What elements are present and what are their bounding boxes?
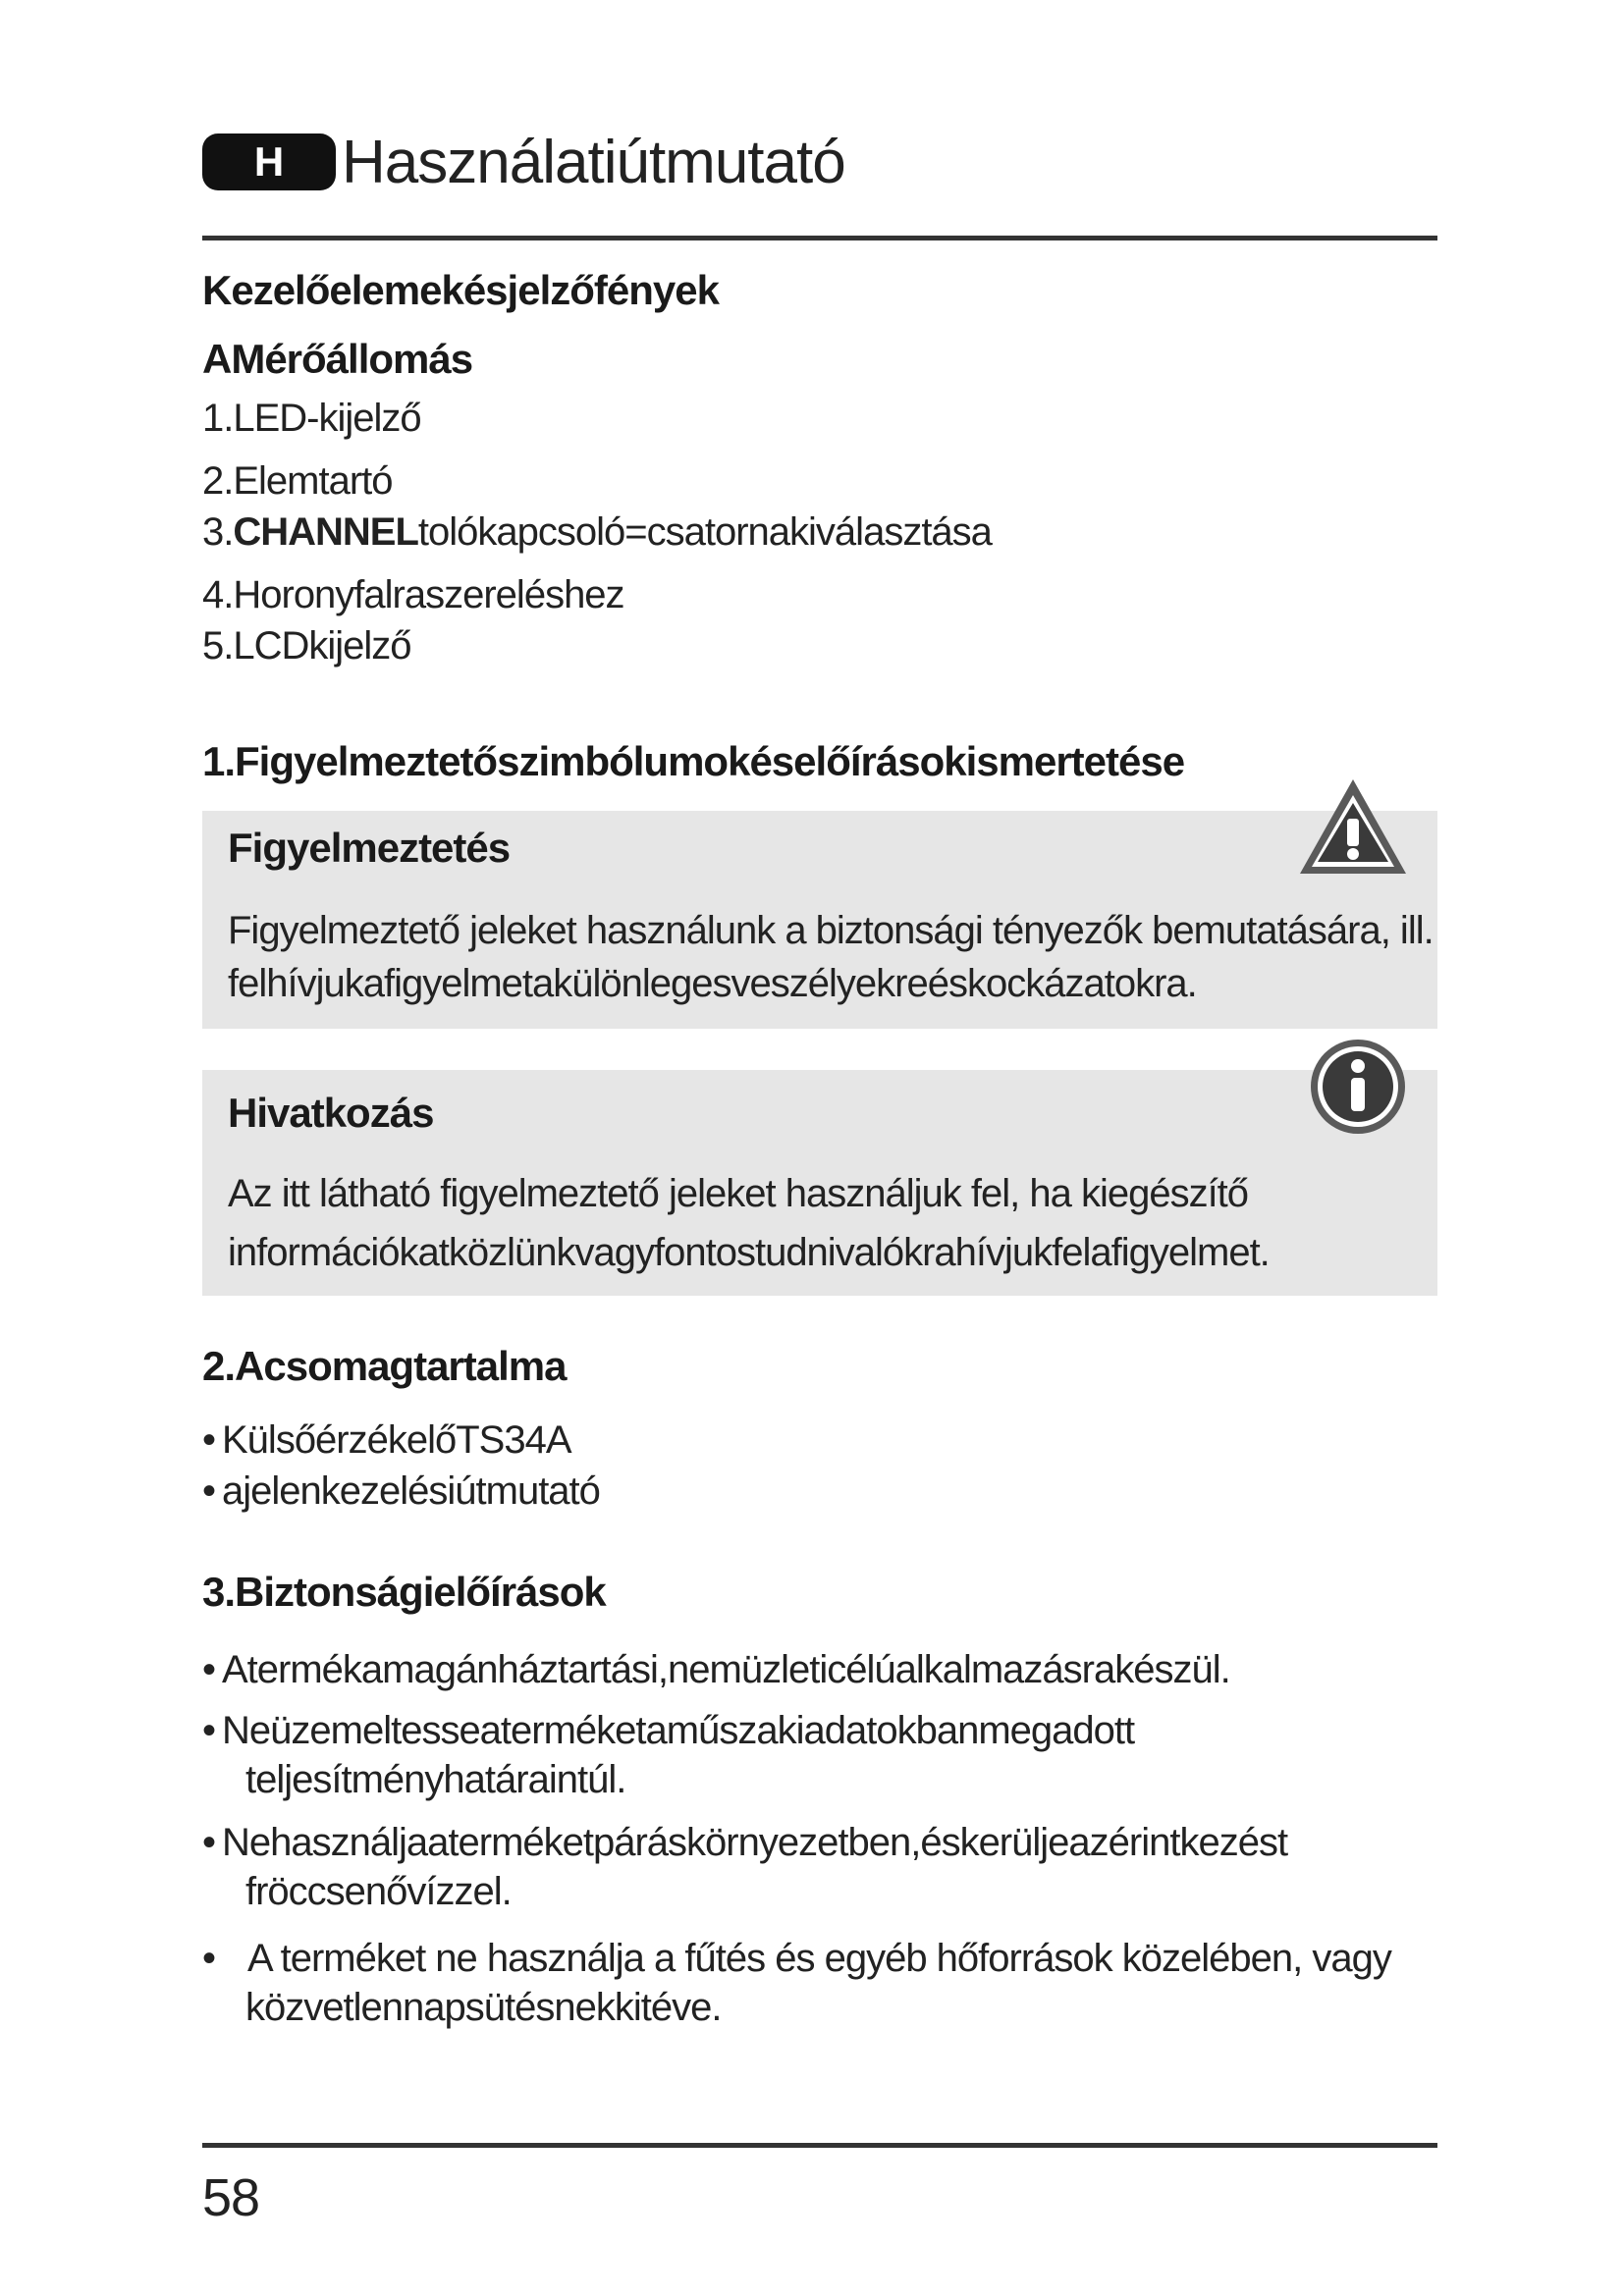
section1-heading: 1.Figyelmeztetőszimbólumokéselőírásokismertetése (202, 738, 1185, 784)
footer-divider (202, 2143, 1437, 2148)
warning-text-line2: felhívjukafigyelmetakülönlegesveszélyekreéskockázatokra. (228, 962, 1197, 1005)
note-text-line1: Az itt látható figyelmeztető jeleket használjuk fel, ha kiegészítő (228, 1172, 1249, 1215)
control-item: 3.CHANNELtolókapcsoló=csatornakiválasztása (202, 510, 992, 554)
info-circle-icon (1308, 1037, 1408, 1137)
safety-item: • Atermékamagánháztartási,nemüzleticélúalkalmazásrakészül. (202, 1648, 1230, 1691)
control-item: 5.LCDkijelző (202, 624, 411, 667)
warning-text-line1: Figyelmeztető jeleket használunk a biztonsági tényezők bemutatására, ill. (228, 909, 1434, 952)
control-item: 4.Horonyfalraszereléshez (202, 573, 624, 616)
language-badge: H (202, 133, 336, 190)
header-divider (202, 236, 1437, 240)
package-item: • ajelenkezelésiútmutató (202, 1469, 600, 1513)
safety-item: • Nehasználjaaterméketpáráskörnyezetben,éskerüljeazérintkezést fröccsenővízzel. (202, 1821, 1288, 1913)
safety-item: • Neüzemeltesseaterméketaműszakiadatokbanmegadott teljesítményhatáraintúl. (202, 1709, 1135, 1801)
section2-heading: 2.Acsomagtartalma (202, 1343, 567, 1389)
warning-triangle-icon (1296, 775, 1410, 878)
package-item: • KülsőérzékelőTS34A (202, 1418, 571, 1462)
section3-heading: 3.Biztonságielőírások (202, 1569, 606, 1615)
warning-title: Figyelmeztetés (228, 825, 511, 871)
control-item: 1.LED-kijelző (202, 397, 421, 440)
control-item: 2.Elemtartó (202, 459, 393, 503)
safety-item: • A terméket ne használja a fűtés és egyéb hőforrások közelében, vagy közvetlennapsütésnekkitéve. (202, 1937, 1391, 2029)
controls-heading: Kezelőelemekésjelzőfények (202, 267, 719, 313)
note-box (202, 1070, 1437, 1296)
document-title: Használatiútmutató (342, 129, 845, 196)
note-title: Hivatkozás (228, 1090, 434, 1136)
page-number: 58 (202, 2168, 260, 2227)
warning-box (202, 811, 1437, 1029)
note-text-line2: információkatközlünkvagyfontostudnivalókrahívjukfelafigyelmet. (228, 1231, 1270, 1274)
station-subheading: AMérőállomás (202, 336, 473, 382)
